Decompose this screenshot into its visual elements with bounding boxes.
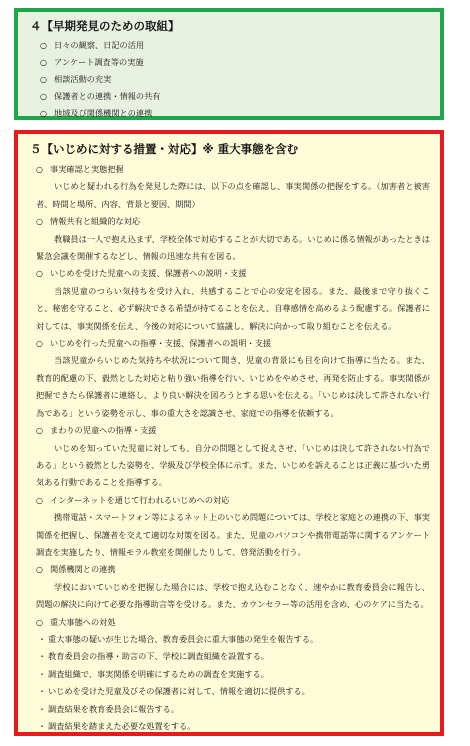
item-body: 学校においていじめを把握した場合には、学校で抱え込むことなく、速やかに教育委員会に報告し、問題の解決に向けて必要な指導助言等を受ける。また、カウンセラー等の活用を含め、心のケアに当たる。 bbox=[36, 581, 430, 610]
section-4-box bbox=[14, 8, 444, 120]
circle-bullet-icon: ○ bbox=[36, 565, 43, 575]
dot-bullet-icon: ・ bbox=[38, 651, 47, 662]
circle-bullet-icon: ○ bbox=[40, 109, 47, 118]
circle-bullet-icon: ○ bbox=[36, 217, 43, 227]
list-item: ○ 地域及び関係機関との連携 bbox=[30, 105, 440, 122]
item-body: 教職員は一人で抱え込まず、学校全体で対応することが大切である。いじめに係る情報があったときは緊急会議を開催するなどし、情報の迅速な共有を図る。 bbox=[36, 233, 430, 262]
item-heading: ○ 重大事態への対処 bbox=[30, 614, 430, 631]
list-item: ・ 教育委員会の指導・助言の下、学校に調査組織を設置する。 bbox=[30, 648, 430, 665]
item-heading: ○ 事実確認と実態把握 bbox=[30, 161, 430, 178]
item-body: 当該児童のつらい気持ちを受け入れ、共感することで心の安定を図る。また、最後まで守り抜くこと、秘密を守ること、必ず解決できる希望が持てることを伝え、自尊感情を高めるよう配慮する。保護者に対しては、事実関係を伝え、今後の対応について協議し、解決に向かって取り組むことを伝える。 bbox=[36, 285, 430, 331]
circle-bullet-icon: ○ bbox=[40, 75, 47, 84]
section-4-list bbox=[30, 37, 440, 122]
section-5-items bbox=[30, 161, 430, 735]
dot-bullet-icon: ・ bbox=[38, 686, 47, 697]
list-item: ○ 日々の観察、日記の活用 bbox=[30, 37, 440, 54]
item-heading: ○ 情報共有と組織的な対応 bbox=[30, 213, 430, 230]
item-heading: ○ インターネットを通じて行われるいじめへの対応 bbox=[30, 492, 430, 509]
list-item: ・ いじめを受けた児童及びその保護者に対して、情報を適切に提供する。 bbox=[30, 683, 430, 700]
dot-bullet-icon: ・ bbox=[38, 668, 47, 679]
circle-bullet-icon: ○ bbox=[40, 92, 47, 101]
circle-bullet-icon: ○ bbox=[36, 495, 43, 505]
item-body: いじめと疑われる行為を発見した際には、以下の点を確認し、事実関係の把握をする。（加害者と被害者、時間と場所、内容、背景と要因、期間） bbox=[36, 181, 430, 209]
list-item: ・ 重大事態の疑いが生じた場合、教育委員会に重大事態の発生を報告する。 bbox=[30, 631, 430, 648]
list-item: ・ 調査組織で、事実関係を明確にするための調査を実施する。 bbox=[30, 666, 430, 683]
section-4-title: ４【早期発見のための取組】 bbox=[30, 19, 180, 33]
item-heading: ○ まわりの児童への指導・支援 bbox=[30, 422, 430, 439]
list-item: ○ 保護者との連携・情報の共有 bbox=[30, 88, 440, 105]
item-body: 当該児童からいじめた気持ちや状況について聞き、児童の背景にも目を向けて指導に当たる。また、教育的配慮の下、毅然とした対応と粘り強い指導を行い、いじめをやめさせ、再発を防止する。事実関係が把握できたら保護者に連絡し、より良い解決を図ろうとする思いを伝える。「いじめは決して許されない行為である」という姿勢を示し、事の重大さを認識させ、家庭での指導を依頼する。 bbox=[36, 355, 430, 418]
item-heading: ○ いじめを受けた児童への支援、保護者への説明・支援 bbox=[30, 265, 430, 282]
list-item: ・ 調査結果を踏まえた必要な処置をする。 bbox=[30, 718, 430, 735]
circle-bullet-icon: ○ bbox=[36, 339, 43, 349]
item-heading: ○ いじめを行った児童への指導・支援、保護者への説明・支援 bbox=[30, 335, 430, 352]
circle-bullet-icon: ○ bbox=[36, 426, 43, 436]
circle-bullet-icon: ○ bbox=[36, 269, 43, 279]
item-heading: ○ 関係機関との連携 bbox=[30, 561, 430, 578]
section-5-title: ５【いじめに対する措置・対応】※ 重大事態を含む bbox=[30, 142, 299, 156]
list-item: ・ 調査結果を教育委員会に報告する。 bbox=[30, 701, 430, 718]
circle-bullet-icon: ○ bbox=[40, 58, 47, 67]
circle-bullet-icon: ○ bbox=[40, 41, 47, 50]
circle-bullet-icon: ○ bbox=[36, 617, 43, 627]
list-item: ○ 相談活動の充実 bbox=[30, 71, 440, 88]
item-body: いじめを知っていた児童に対しても、自分の問題として捉えさせ、「いじめは決して許されない行為である」という毅然とした姿勢を、学級及び学校全体に示す。また、いじめを訴えることは正義に基づいた勇気ある行動であることを指導する。 bbox=[36, 442, 430, 488]
dot-bullet-icon: ・ bbox=[38, 703, 47, 714]
section-5-box bbox=[14, 130, 444, 736]
list-item: ○ アンケート調査等の実施 bbox=[30, 54, 440, 71]
dot-bullet-icon: ・ bbox=[38, 633, 47, 644]
dot-bullet-icon: ・ bbox=[38, 721, 47, 731]
item-body: 携帯電話・スマートフォン等によるネット上のいじめ問題については、学校と家庭との連携の下、事実関係を把握し、保護者を交えて適切な対策を図る。また、児童のパソコンや携帯電話等に関するアンケート調査を実施したり、情報モラル教室を開催したりして、啓発活動を行う。 bbox=[36, 512, 430, 557]
circle-bullet-icon: ○ bbox=[36, 165, 43, 174]
